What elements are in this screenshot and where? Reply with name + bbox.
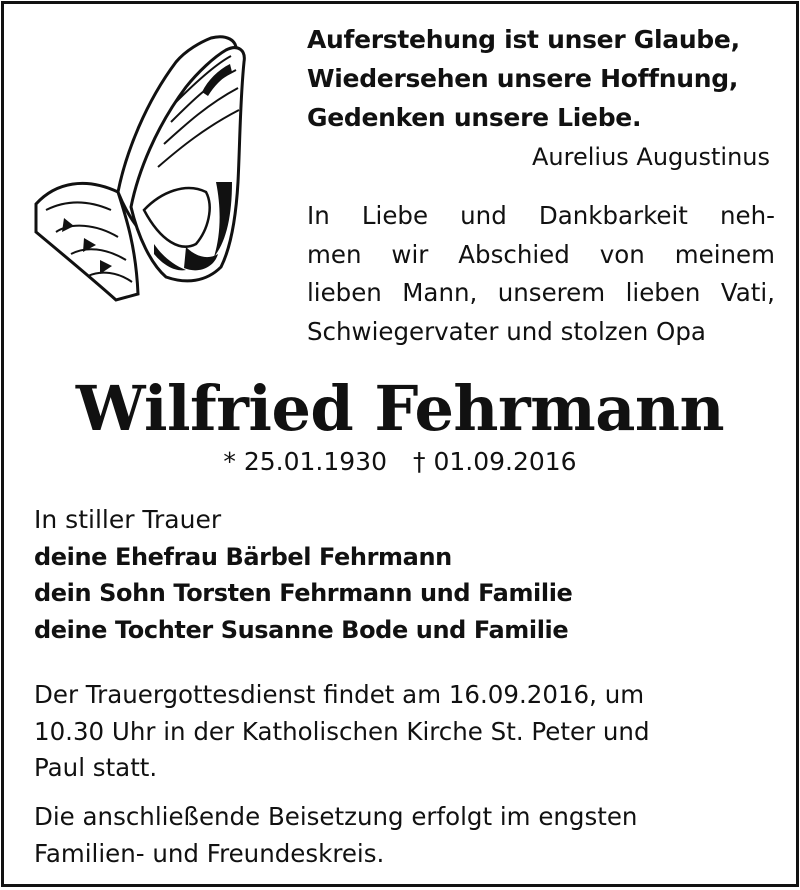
word: wir — [391, 239, 429, 269]
mourner-name: dein Sohn Torsten Fehrmann und Familie — [34, 579, 573, 607]
farewell-line — [307, 274, 775, 313]
burial-info — [34, 799, 734, 872]
farewell-line — [307, 197, 775, 236]
obituary-notice — [1, 1, 799, 887]
service-info — [34, 677, 734, 787]
praying-hands-icon — [26, 32, 256, 302]
quote-author: Aurelius Augustinus — [532, 143, 770, 171]
mourners-block — [34, 502, 734, 648]
word: meinem — [674, 239, 775, 269]
word: von — [599, 239, 645, 269]
burial-line: Familien- und Freundeskreis. — [34, 838, 385, 868]
service-line: Paul statt. — [34, 753, 158, 782]
word: men — [307, 239, 362, 269]
quote-line: Wiedersehen unsere Hoffnung, — [307, 64, 739, 93]
service-line: Der Trauergottesdienst findet am 16.09.2016, um — [34, 680, 645, 709]
deceased-name: Wilfried Fehrmann — [75, 372, 725, 445]
word: Mann, — [402, 278, 478, 307]
life-dates — [4, 445, 796, 479]
word: unserem — [497, 278, 606, 307]
farewell-line: Schwiegervater und stolzen Opa — [307, 316, 706, 346]
death-date: † 01.09.2016 — [413, 447, 577, 476]
word: In — [307, 201, 330, 230]
quote-line: Auferstehung ist unser Glaube, — [307, 25, 740, 54]
word: Vati, — [720, 278, 775, 307]
word: Abschied — [458, 239, 570, 269]
farewell-line — [307, 236, 775, 275]
word: und — [460, 201, 507, 230]
word: neh- — [720, 201, 775, 230]
service-line: 10.30 Uhr in der Katholischen Kirche St. Peter und — [34, 716, 650, 746]
word: lieben — [625, 278, 701, 307]
burial-line: Die anschließende Beisetzung erfolgt im engsten — [34, 802, 638, 831]
word: Liebe — [361, 201, 429, 230]
quote-block — [307, 20, 777, 137]
quote-line: Gedenken unsere Liebe. — [307, 103, 642, 132]
mourner-name: deine Ehefrau Bärbel Fehrmann — [34, 542, 452, 571]
word: Dankbarkeit — [538, 201, 688, 230]
mourners-intro: In stiller Trauer — [34, 505, 222, 534]
birth-date: * 25.01.1930 — [223, 447, 387, 476]
farewell-text — [307, 197, 775, 351]
word: lieben — [307, 278, 382, 307]
mourner-name: deine Tochter Susanne Bode und Familie — [34, 615, 569, 644]
